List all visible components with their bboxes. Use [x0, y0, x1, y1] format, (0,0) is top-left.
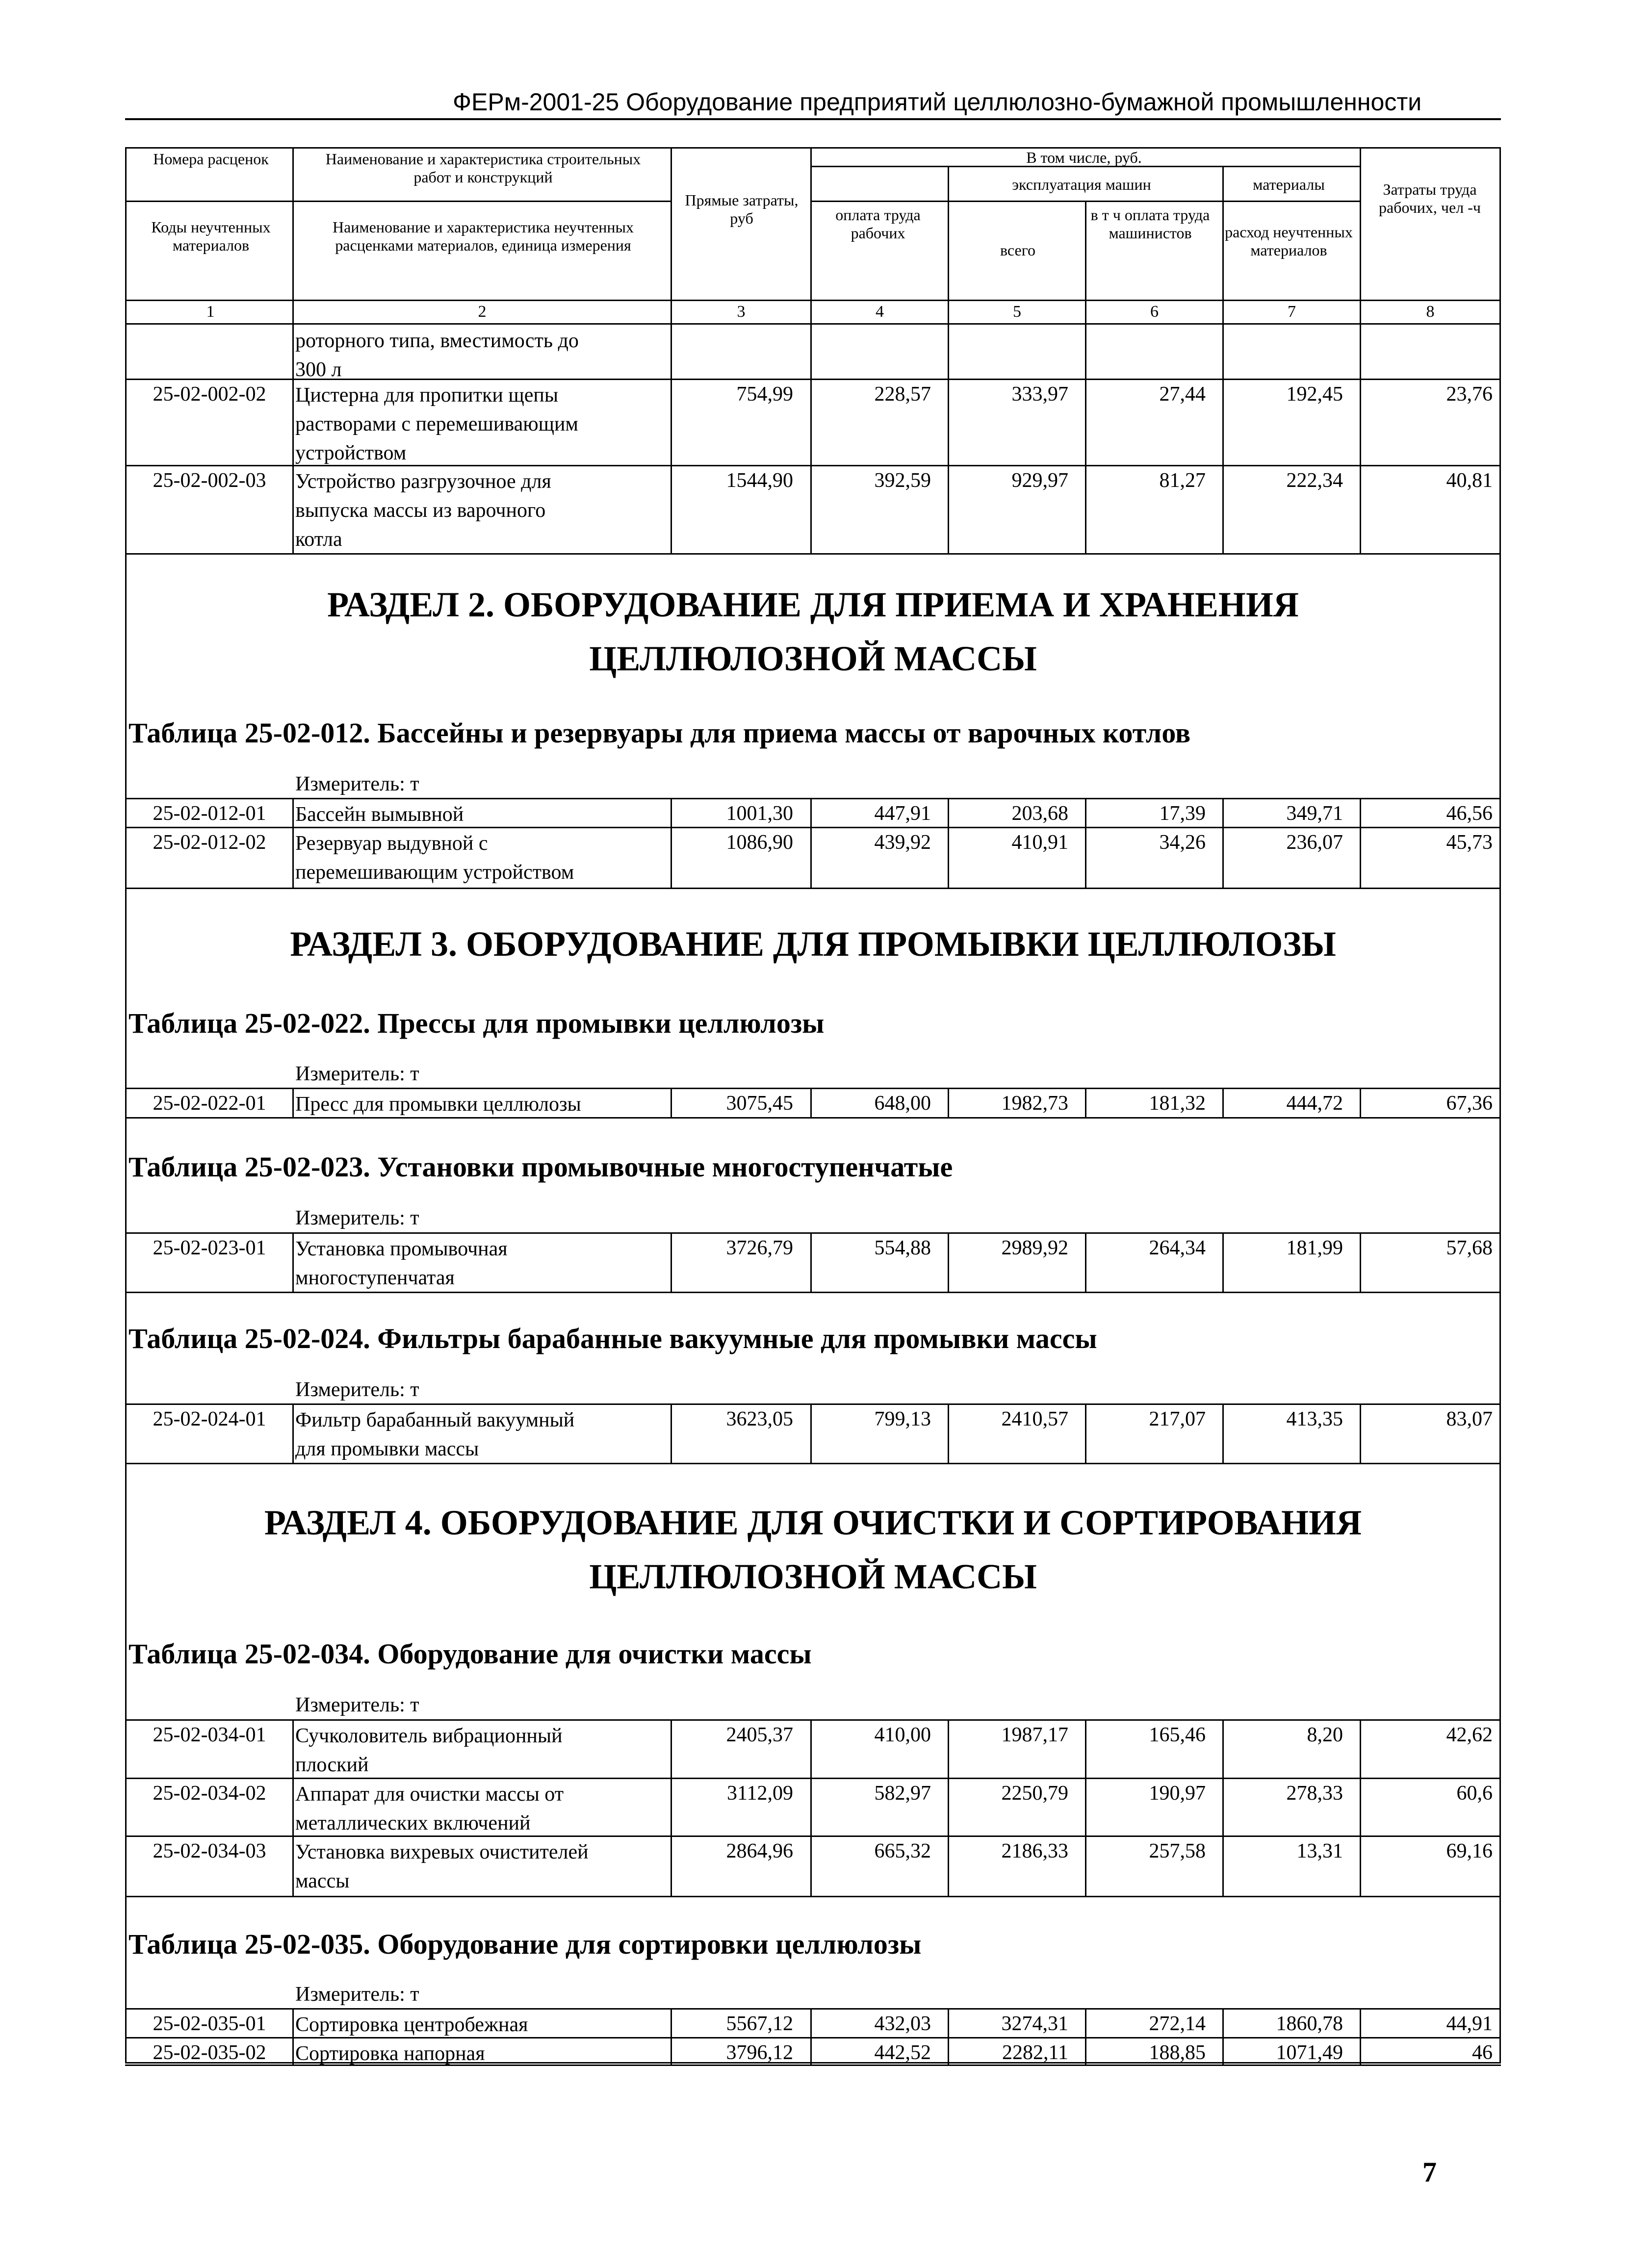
work-description-line: Устройство разгрузочное для — [295, 470, 551, 493]
cost-value-col-4: 648,00 — [874, 1092, 931, 1115]
cost-value-col-4: 447,91 — [874, 802, 931, 825]
cost-value-col-5: 2410,57 — [1001, 1408, 1068, 1430]
table-rule-horizontal — [125, 798, 1501, 799]
table-rule-horizontal — [125, 1896, 1501, 1897]
cost-value-col-4: 442,52 — [874, 2041, 931, 2064]
column-number-2: 2 — [478, 303, 487, 321]
cost-value-col-5: 333,97 — [1011, 383, 1068, 406]
header-labor-costs: Затраты труда рабочих, чел -ч — [1379, 180, 1481, 216]
cost-value-col-7: 181,99 — [1286, 1237, 1343, 1259]
table-rule-vertical — [292, 798, 294, 888]
column-number-8: 8 — [1426, 303, 1435, 321]
cost-value-col-7: 1860,78 — [1276, 2013, 1343, 2035]
cost-value-col-6: 272,14 — [1149, 2013, 1206, 2035]
table-rule-vertical — [292, 147, 294, 553]
table-rule-vertical — [1085, 323, 1086, 553]
table-rule-vertical — [1222, 166, 1224, 323]
cost-value-col-6: 190,97 — [1149, 1782, 1206, 1805]
cost-value-col-4: 582,97 — [874, 1782, 931, 1805]
table-034-caption: Таблица 25-02-034. Оборудование для очистки массы — [129, 1638, 812, 1670]
table-rule-vertical — [1222, 1403, 1224, 1463]
header-col2-bottom: Наименование и характеристика неучтенных расценками материалов, единица измерения — [332, 218, 634, 254]
table-012-caption: Таблица 25-02-012. Бассейны и резервуары для приема массы от варочных котлов — [129, 717, 1191, 749]
work-description-line: Сортировка центробежная — [295, 2013, 528, 2036]
table-rule-vertical — [1085, 1232, 1086, 1292]
cost-value-col-8: 46,56 — [1446, 802, 1493, 825]
cost-value-col-8: 46 — [1472, 2041, 1493, 2064]
cost-value-col-7: 444,72 — [1286, 1092, 1343, 1115]
table-rule-horizontal — [125, 2008, 1501, 2010]
table-rule-vertical — [810, 323, 812, 553]
table-rule-horizontal — [125, 1232, 1501, 1234]
work-description-line: Установка промывочная — [295, 1238, 508, 1260]
table-rule-vertical — [1222, 323, 1224, 553]
table-rule-vertical — [1222, 1232, 1224, 1292]
cost-value-col-5: 2989,92 — [1001, 1237, 1068, 1259]
table-rule-horizontal — [125, 1292, 1501, 1293]
cost-value-col-8: 40,81 — [1446, 469, 1493, 492]
work-description-line: Установка вихревых очистителей — [295, 1841, 589, 1863]
table-rule-vertical — [1360, 323, 1361, 553]
table-012-meter: Измеритель: т — [295, 773, 419, 795]
cost-value-col-5: 2250,79 — [1001, 1782, 1068, 1805]
table-rule-vertical — [810, 798, 812, 888]
cost-value-col-4: 554,88 — [874, 1237, 931, 1259]
cost-value-col-3: 1086,90 — [726, 831, 793, 854]
header-machinist-pay: в т ч оплата труда машинистов — [1090, 206, 1210, 242]
table-023-meter: Измеритель: т — [295, 1207, 419, 1229]
page-number: 7 — [1422, 2156, 1437, 2188]
continuation-desc-line-2: 300 л — [295, 358, 342, 381]
cost-value-col-5: 1987,17 — [1001, 1724, 1068, 1746]
table-rule-horizontal — [125, 300, 1501, 301]
table-rule-horizontal — [125, 1117, 1501, 1119]
work-description-line: плоский — [295, 1754, 369, 1776]
header-materials: материалы — [1253, 176, 1325, 193]
cost-value-col-6: 257,58 — [1149, 1840, 1206, 1862]
cost-value-col-5: 1982,73 — [1001, 1092, 1068, 1115]
header-direct-costs: Прямые затраты, руб — [685, 191, 799, 227]
table-035-caption: Таблица 25-02-035. Оборудование для сортировки целлюлозы — [129, 1928, 922, 1960]
work-description-line: растворами с перемешивающим — [295, 413, 579, 435]
table-rule-vertical — [810, 2008, 812, 2064]
cost-value-col-7: 13,31 — [1296, 1840, 1343, 1862]
rate-code: 25-02-035-01 — [153, 2013, 266, 2035]
cost-value-col-8: 42,62 — [1446, 1724, 1493, 1746]
table-rule-horizontal — [810, 166, 1360, 167]
work-description-line: котла — [295, 528, 342, 551]
cost-value-col-8: 57,68 — [1446, 1237, 1493, 1259]
rate-code: 25-02-012-01 — [153, 802, 266, 825]
table-rule-vertical — [810, 1719, 812, 1896]
table-022-meter: Измеритель: т — [295, 1063, 419, 1085]
table-rule-vertical — [671, 798, 672, 888]
header-including-group: В том числе, руб. — [1026, 149, 1142, 166]
cost-value-col-8: 23,76 — [1446, 383, 1493, 406]
table-rule-vertical — [671, 1088, 672, 1117]
cost-value-col-8: 60,6 — [1456, 1782, 1493, 1805]
running-header: ФЕРм-2001-25 Оборудование предприятий целлюлозно-бумажной промышленности — [453, 88, 1422, 116]
table-rule-vertical — [671, 2008, 672, 2064]
section-4-line-1: РАЗДЕЛ 4. ОБОРУДОВАНИЕ ДЛЯ ОЧИСТКИ И СОРТИРОВАНИЯ — [264, 1503, 1362, 1542]
rate-code: 25-02-022-01 — [153, 1092, 266, 1115]
cost-value-col-6: 81,27 — [1159, 469, 1206, 492]
work-description-line: Цистерна для пропитки щепы — [295, 384, 559, 407]
cost-value-col-8: 44,91 — [1446, 2013, 1493, 2035]
table-rule-horizontal — [125, 201, 671, 202]
rate-code: 25-02-034-02 — [153, 1782, 266, 1805]
table-022-caption: Таблица 25-02-022. Прессы для промывки целлюлозы — [129, 1007, 825, 1039]
cost-value-col-5: 410,91 — [1011, 831, 1068, 854]
table-rule-vertical — [1085, 1403, 1086, 1463]
header-col1-bottom: Коды неучтенных материалов — [151, 218, 271, 254]
table-rule-vertical — [1222, 798, 1224, 888]
table-rule-horizontal — [125, 1835, 1501, 1837]
table-rule-vertical — [671, 1719, 672, 1896]
continuation-desc-line-1: роторного типа, вместимость до — [295, 330, 579, 352]
cost-value-col-8: 45,73 — [1446, 831, 1493, 854]
cost-value-col-8: 69,16 — [1446, 1840, 1493, 1862]
table-rule-horizontal — [125, 2037, 1501, 2039]
section-3-title — [132, 917, 1494, 971]
cost-value-col-3: 1544,90 — [726, 469, 793, 492]
work-description-line: устройством — [295, 442, 407, 464]
table-rule-vertical — [948, 1403, 949, 1463]
cost-value-col-6: 27,44 — [1159, 383, 1206, 406]
cost-value-col-4: 392,59 — [874, 469, 931, 492]
table-024-caption: Таблица 25-02-024. Фильтры барабанные вакуумные для промывки массы — [129, 1323, 1097, 1354]
cost-value-col-6: 188,85 — [1149, 2041, 1206, 2064]
cost-value-col-3: 3112,09 — [727, 1782, 793, 1805]
table-rule-vertical — [810, 1403, 812, 1463]
work-description-line: многоступенчатая — [295, 1267, 455, 1289]
table-rule-vertical — [1222, 1719, 1224, 1896]
section-4-line-2: ЦЕЛЛЮЛОЗНОЙ МАССЫ — [589, 1557, 1037, 1596]
cost-value-col-8: 67,36 — [1446, 1092, 1493, 1115]
cost-value-col-7: 236,07 — [1286, 831, 1343, 854]
column-number-3: 3 — [737, 303, 746, 321]
table-rule-vertical — [948, 1088, 949, 1117]
table-rule-vertical — [1085, 2008, 1086, 2064]
table-rule-vertical — [1360, 1403, 1361, 1463]
table-rule-vertical — [671, 1232, 672, 1292]
table-rule-vertical — [948, 2008, 949, 2064]
cost-value-col-5: 203,68 — [1011, 802, 1068, 825]
work-description-line: Сучколовитель вибрационный — [295, 1725, 563, 1747]
table-rule-vertical — [292, 1232, 294, 1292]
table-024-meter: Измеритель: т — [295, 1378, 419, 1401]
cost-value-col-3: 2864,96 — [726, 1840, 793, 1862]
cost-value-col-6: 181,32 — [1149, 1092, 1206, 1115]
table-rule-horizontal — [125, 1778, 1501, 1779]
work-description-line: металлических включений — [295, 1812, 531, 1835]
table-034-meter: Измеритель: т — [295, 1694, 419, 1716]
table-rule-vertical — [810, 147, 812, 323]
section-2-title — [132, 578, 1494, 686]
cost-value-col-6: 264,34 — [1149, 1237, 1206, 1259]
cost-value-col-7: 222,34 — [1286, 469, 1343, 492]
rate-code: 25-02-034-01 — [153, 1724, 266, 1746]
cost-value-col-5: 2186,33 — [1001, 1840, 1068, 1862]
column-number-7: 7 — [1288, 303, 1296, 321]
work-description-line: Фильтр барабанный вакуумный — [295, 1409, 575, 1431]
table-023-caption: Таблица 25-02-023. Установки промывочные многоступенчатые — [129, 1151, 953, 1183]
cost-value-col-4: 665,32 — [874, 1840, 931, 1862]
header-worker-pay: оплата труда рабочих — [835, 206, 921, 242]
rate-code: 25-02-002-02 — [153, 383, 266, 406]
table-rule-vertical — [1360, 1088, 1361, 1117]
column-number-6: 6 — [1150, 303, 1159, 321]
table-rule-vertical — [1085, 798, 1086, 888]
table-rule-vertical — [1222, 2008, 1224, 2064]
table-rule-vertical — [671, 1403, 672, 1463]
work-description-line: массы — [295, 1870, 350, 1892]
column-number-1: 1 — [206, 303, 215, 321]
work-description-line: для промывки массы — [295, 1438, 479, 1460]
cost-value-col-3: 3623,05 — [726, 1408, 793, 1430]
table-rule-horizontal — [125, 888, 1501, 889]
table-rule-horizontal — [125, 1088, 1501, 1089]
column-number-4: 4 — [876, 303, 884, 321]
cost-value-col-7: 8,20 — [1307, 1724, 1343, 1746]
table-rule-horizontal — [125, 1463, 1501, 1464]
table-rule-horizontal — [125, 553, 1501, 555]
table-rule-vertical — [1360, 1232, 1361, 1292]
table-rule-horizontal — [125, 323, 1501, 325]
section-2-line-1: РАЗДЕЛ 2. ОБОРУДОВАНИЕ ДЛЯ ПРИЕМА И ХРАНЕНИЯ — [327, 585, 1299, 624]
cost-value-col-6: 17,39 — [1159, 802, 1206, 825]
cost-value-col-7: 1071,49 — [1276, 2041, 1343, 2064]
section-2-line-2: ЦЕЛЛЮЛОЗНОЙ МАССЫ — [589, 639, 1037, 678]
table-rule-vertical — [1085, 1088, 1086, 1117]
header-machines: эксплуатация машин — [1012, 176, 1151, 193]
cost-value-col-3: 5567,12 — [726, 2013, 793, 2035]
table-rule-horizontal — [125, 1403, 1501, 1405]
cost-value-col-3: 754,99 — [736, 383, 793, 406]
work-description-line: Аппарат для очистки массы от — [295, 1783, 564, 1806]
table-rule-horizontal — [125, 465, 1501, 466]
rate-code: 25-02-002-03 — [153, 469, 266, 492]
table-rule-vertical — [948, 1232, 949, 1292]
rate-code: 25-02-024-01 — [153, 1408, 266, 1430]
table-rule-vertical — [1222, 1088, 1224, 1117]
work-description-line: Резервуар выдувной с — [295, 832, 488, 855]
table-rule-vertical — [948, 323, 949, 553]
table-rule-vertical — [810, 1232, 812, 1292]
table-rule-vertical — [1085, 1719, 1086, 1896]
table-rule-vertical — [292, 1088, 294, 1117]
table-rule-vertical — [948, 798, 949, 888]
cost-value-col-8: 83,07 — [1446, 1408, 1493, 1430]
header-materials-consumption: расход неучтенных материалов — [1225, 223, 1353, 259]
table-035-meter: Измеритель: т — [295, 1983, 419, 2006]
section-3-line-1: РАЗДЕЛ 3. ОБОРУДОВАНИЕ ДЛЯ ПРОМЫВКИ ЦЕЛЛЮЛОЗЫ — [290, 924, 1336, 964]
rate-code: 25-02-034-03 — [153, 1840, 266, 1862]
table-rule-vertical — [292, 2008, 294, 2064]
header-col2-top: Наименование и характеристика строительных работ и конструкций — [325, 150, 641, 186]
table-rule-vertical — [292, 1719, 294, 1896]
cost-value-col-5: 929,97 — [1011, 469, 1068, 492]
table-rule-vertical — [1360, 798, 1361, 888]
table-rule-vertical — [1360, 1719, 1361, 1896]
table-rule-vertical — [292, 1403, 294, 1463]
cost-value-col-5: 2282,11 — [1002, 2041, 1068, 2064]
cost-value-col-7: 349,71 — [1286, 802, 1343, 825]
column-number-5: 5 — [1013, 303, 1021, 321]
work-description-line: перемешивающим устройством — [295, 861, 574, 884]
cost-value-col-5: 3274,31 — [1001, 2013, 1068, 2035]
cost-value-col-3: 3796,12 — [726, 2041, 793, 2064]
table-rule-vertical — [1360, 147, 1361, 323]
work-description-line: выпуска массы из варочного — [295, 499, 546, 522]
section-4-title — [132, 1496, 1494, 1604]
table-rule-vertical — [810, 1088, 812, 1117]
work-description-line: Бассейн вымывной — [295, 803, 464, 826]
table-rule-vertical — [948, 1719, 949, 1896]
table-rule-vertical — [1360, 2008, 1361, 2064]
cost-value-col-7: 413,35 — [1286, 1408, 1343, 1430]
cost-value-col-3: 3075,45 — [726, 1092, 793, 1115]
rate-code: 25-02-012-02 — [153, 831, 266, 854]
cost-value-col-3: 1001,30 — [726, 802, 793, 825]
table-rule-vertical — [1085, 201, 1086, 323]
cost-value-col-4: 799,13 — [874, 1408, 931, 1430]
cost-value-col-4: 432,03 — [874, 2013, 931, 2035]
rate-code: 25-02-035-02 — [153, 2041, 266, 2064]
cost-value-col-7: 192,45 — [1286, 383, 1343, 406]
table-rule-horizontal — [125, 379, 1501, 380]
table-rule-horizontal — [125, 1719, 1501, 1721]
header-rule — [125, 118, 1501, 120]
cost-value-col-7: 278,33 — [1286, 1782, 1343, 1805]
work-description-line: Пресс для промывки целлюлозы — [295, 1093, 581, 1116]
cost-value-col-6: 165,46 — [1149, 1724, 1206, 1746]
table-rule-horizontal — [125, 827, 1501, 828]
cost-value-col-3: 3726,79 — [726, 1237, 793, 1259]
cost-value-col-4: 439,92 — [874, 831, 931, 854]
work-description-line: Сортировка напорная — [295, 2042, 485, 2065]
header-col1-top: Номера расценок — [153, 150, 269, 168]
table-rule-horizontal — [125, 2064, 1501, 2066]
cost-value-col-3: 2405,37 — [726, 1724, 793, 1746]
table-rule-vertical — [948, 166, 949, 323]
table-rule-vertical — [671, 147, 672, 553]
cost-value-col-4: 410,00 — [874, 1724, 931, 1746]
cost-value-col-4: 228,57 — [874, 383, 931, 406]
header-machines-total: всего — [1000, 241, 1036, 259]
cost-value-col-6: 34,26 — [1159, 831, 1206, 854]
cost-value-col-6: 217,07 — [1149, 1408, 1206, 1430]
rate-code: 25-02-023-01 — [153, 1237, 266, 1259]
